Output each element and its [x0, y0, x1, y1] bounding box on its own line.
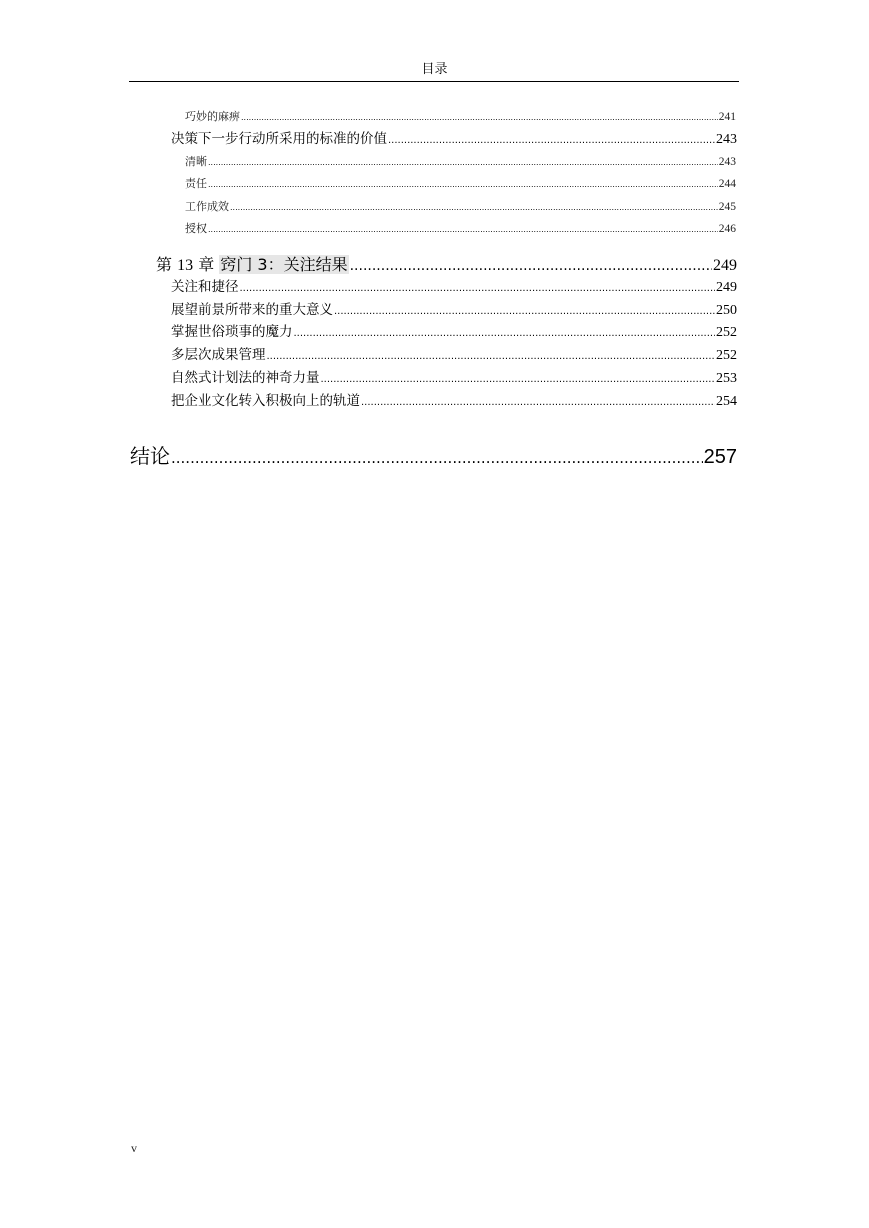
- toc-entry-page: 257: [703, 446, 737, 468]
- toc-entry-page: 253: [716, 371, 737, 386]
- toc-entry[interactable]: [185, 110, 736, 125]
- toc-entry-page: 245: [718, 201, 736, 213]
- toc-entry-title: 把企业文化转入积极向上的轨道: [171, 393, 360, 409]
- toc-entry-title: 巧妙的麻痹: [185, 110, 240, 123]
- toc-entry-page: 252: [716, 348, 737, 363]
- toc-entry-title: 自然式计划法的神奇力量: [171, 370, 320, 386]
- toc-entry-title: 展望前景所带来的重大意义: [171, 302, 333, 318]
- toc-entry[interactable]: [171, 392, 737, 412]
- toc-leader-dots: [334, 303, 715, 321]
- chapter-title: [156, 254, 349, 277]
- page-header-title: 目录: [421, 62, 448, 77]
- toc-entry[interactable]: [171, 278, 737, 298]
- toc-chapter-entry[interactable]: [156, 254, 737, 277]
- chapter-number: 13: [177, 257, 194, 274]
- toc-entry[interactable]: [171, 346, 737, 366]
- toc-entry-page: 243: [718, 156, 736, 168]
- toc-leader-dots: [208, 156, 718, 170]
- conclusion-title: 结论: [130, 444, 170, 468]
- toc-leader-dots: [230, 201, 718, 215]
- toc-entry[interactable]: [171, 130, 737, 150]
- toc-entry-title: 多层次成果管理: [171, 347, 266, 363]
- toc-entry-title: 责任: [185, 177, 207, 190]
- toc-leader-dots: [267, 348, 716, 366]
- toc-entry[interactable]: [185, 155, 736, 170]
- toc-entry[interactable]: [185, 177, 736, 192]
- toc-entry-title: 决策下一步行动所采用的标准的价值: [171, 131, 387, 147]
- toc-leader-dots: [208, 178, 718, 192]
- toc-leader-dots: [208, 223, 718, 237]
- toc-entry[interactable]: [171, 369, 737, 389]
- toc-entry-page: 254: [716, 394, 737, 409]
- footer-page-number: v: [131, 1141, 137, 1155]
- toc-entry-page: 249: [713, 257, 737, 274]
- toc-entry-page: 243: [716, 132, 737, 147]
- toc-entry-title: 工作成效: [185, 200, 229, 213]
- toc-leader-dots: [321, 371, 716, 389]
- toc-entry-title: 关注和捷径: [171, 279, 239, 295]
- toc-entry[interactable]: [171, 323, 737, 343]
- chapter-suffix: 章: [198, 255, 215, 274]
- toc-entry[interactable]: [171, 301, 737, 321]
- toc-entry-page: 244: [718, 178, 736, 190]
- toc-leader-dots: [294, 325, 716, 343]
- toc-entry-title: 清晰: [185, 155, 207, 168]
- toc-leader-dots: [361, 394, 715, 412]
- toc-leader-dots: [350, 255, 712, 277]
- toc-entry-title: 掌握世俗琐事的魔力: [171, 324, 293, 340]
- toc-leader-dots: [241, 111, 718, 125]
- toc-entry-page: 246: [718, 223, 736, 235]
- toc-entry-page: 252: [716, 325, 737, 340]
- toc-leader-dots: [388, 132, 715, 150]
- chapter-title-highlight: 窍门 3：关注结果: [220, 255, 348, 274]
- toc-conclusion-entry[interactable]: [130, 442, 737, 472]
- chapter-prefix: 第: [156, 255, 173, 274]
- toc-entry-page: 249: [716, 280, 737, 295]
- toc-entry-page: 241: [718, 111, 736, 123]
- toc-entry[interactable]: [185, 200, 736, 215]
- toc-entry-title: 授权: [185, 222, 207, 235]
- toc-leader-dots: [240, 280, 716, 298]
- toc-leader-dots: [171, 444, 703, 472]
- toc-entry[interactable]: [185, 222, 736, 237]
- toc-entry-page: 250: [716, 303, 737, 318]
- header-rule: [129, 81, 739, 82]
